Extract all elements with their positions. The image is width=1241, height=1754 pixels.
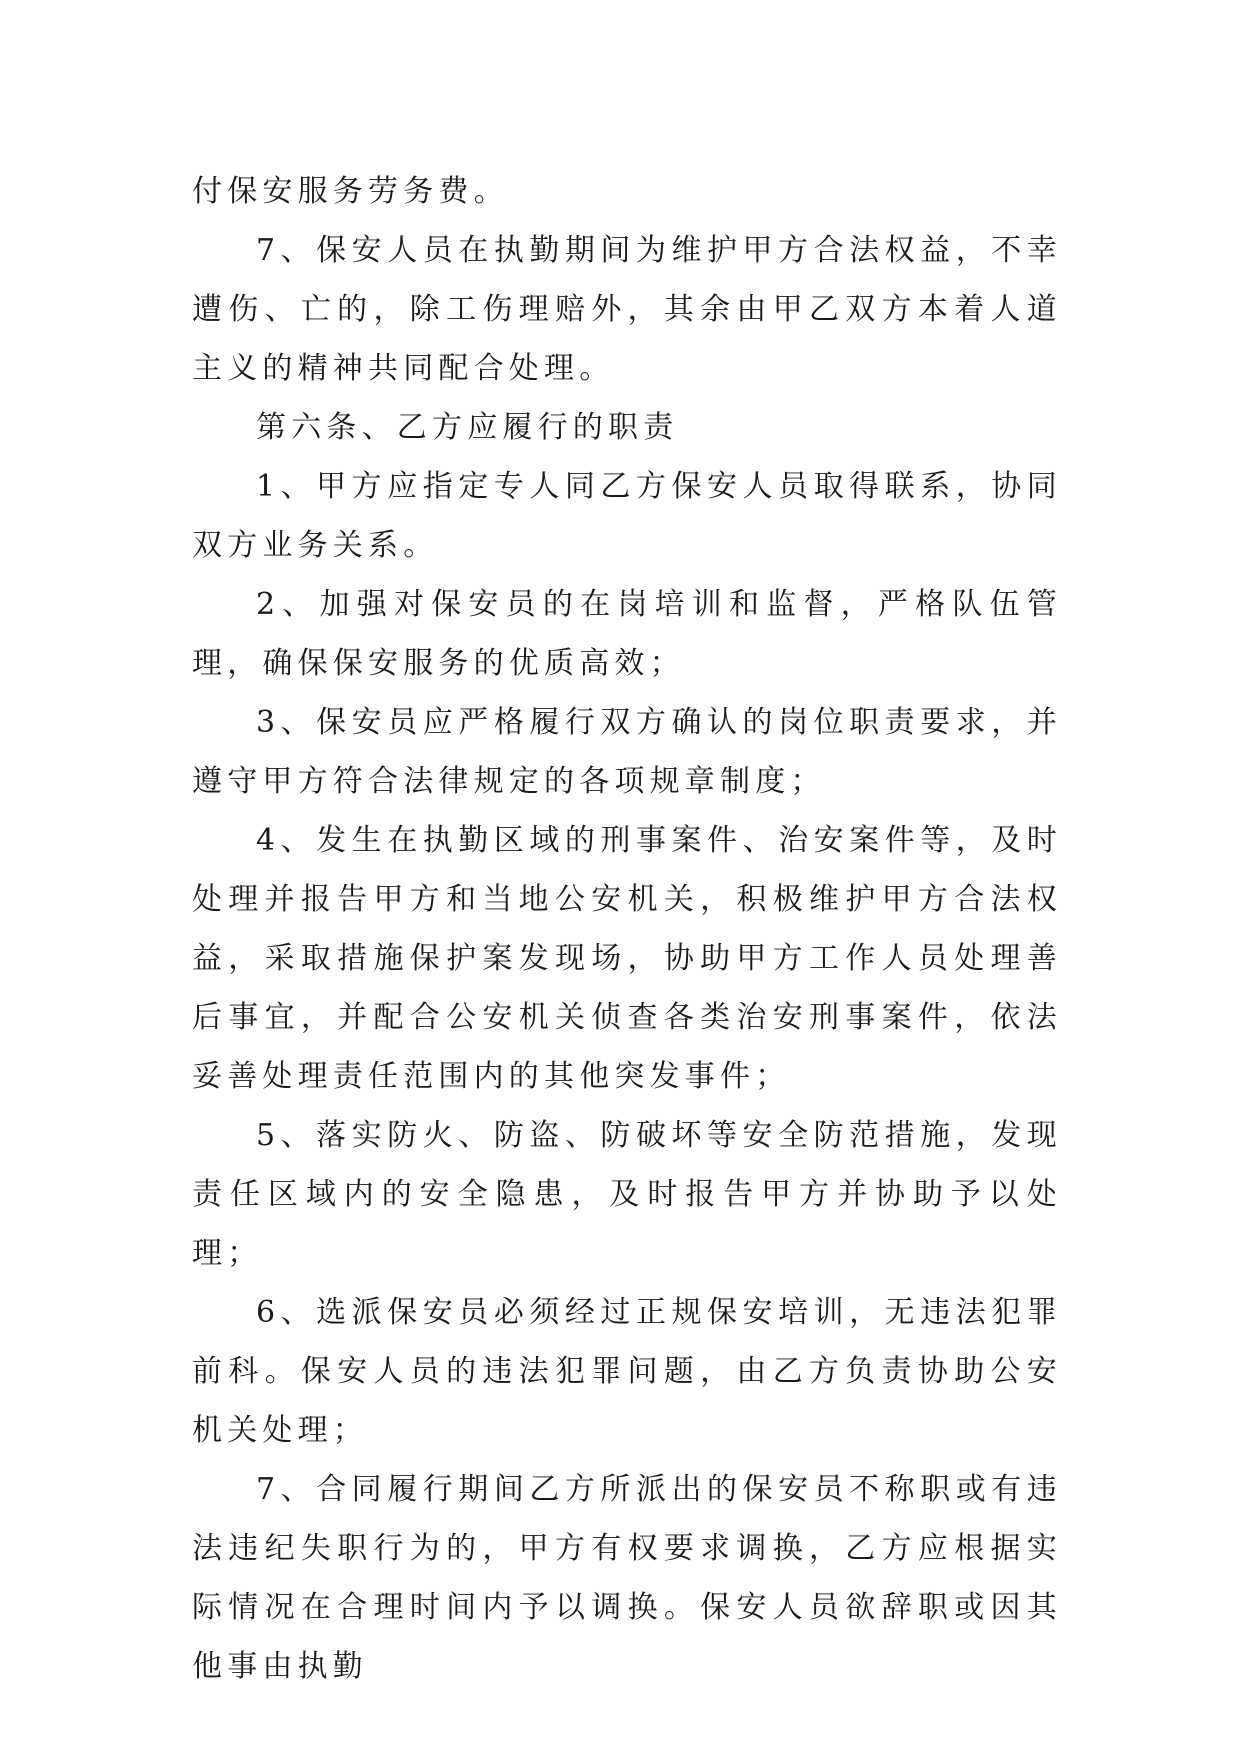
paragraph-item-7-injury: 7、保安人员在执勤期间为维护甲方合法权益，不幸遭伤、亡的，除工伤理赔外，其余由甲乙双方本着人道主义的精神共同配合处理。 — [192, 233, 1062, 386]
paragraph-item-1: 1、甲方应指定专人同乙方保安人员取得联系，协同双方业务关系。 — [192, 469, 1062, 563]
document-body — [192, 162, 1062, 1696]
paragraph-continuation: 付保安服务劳务费。 — [192, 174, 509, 209]
paragraph-item-7-replacement: 7、合同履行期间乙方所派出的保安员不称职或有违法违纪失职行为的，甲方有权要求调换，乙方应根据实际情况在合理时间内予以调换。保安人员欲辞职或因其他事由执勤 — [192, 1472, 1062, 1684]
paragraph-item-5: 5、落实防火、防盗、防破坏等安全防范措施，发现责任区域内的安全隐患，及时报告甲方并协助予以处理； — [192, 1118, 1062, 1271]
paragraph-item-4: 4、发生在执勤区域的刑事案件、治安案件等，及时处理并报告甲方和当地公安机关，积极维护甲方合法权益，采取措施保护案发现场，协助甲方工作人员处理善后事宜，并配合公安机关侦查各类治安刑事案件，依法妥善处理责任范围内的其他突发事件； — [192, 823, 1062, 1094]
paragraph-item-3: 3、保安员应严格履行双方确认的岗位职责要求，并遵守甲方符合法律规定的各项规章制度； — [192, 705, 1062, 799]
section-heading-article-6: 第六条、乙方应履行的职责 — [256, 410, 679, 445]
paragraph-item-2: 2、加强对保安员的在岗培训和监督，严格队伍管理，确保保安服务的优质高效； — [192, 587, 1062, 681]
paragraph-item-6: 6、选派保安员必须经过正规保安培训，无违法犯罪前科。保安人员的违法犯罪问题，由乙方负责协助公安机关处理； — [192, 1295, 1062, 1448]
